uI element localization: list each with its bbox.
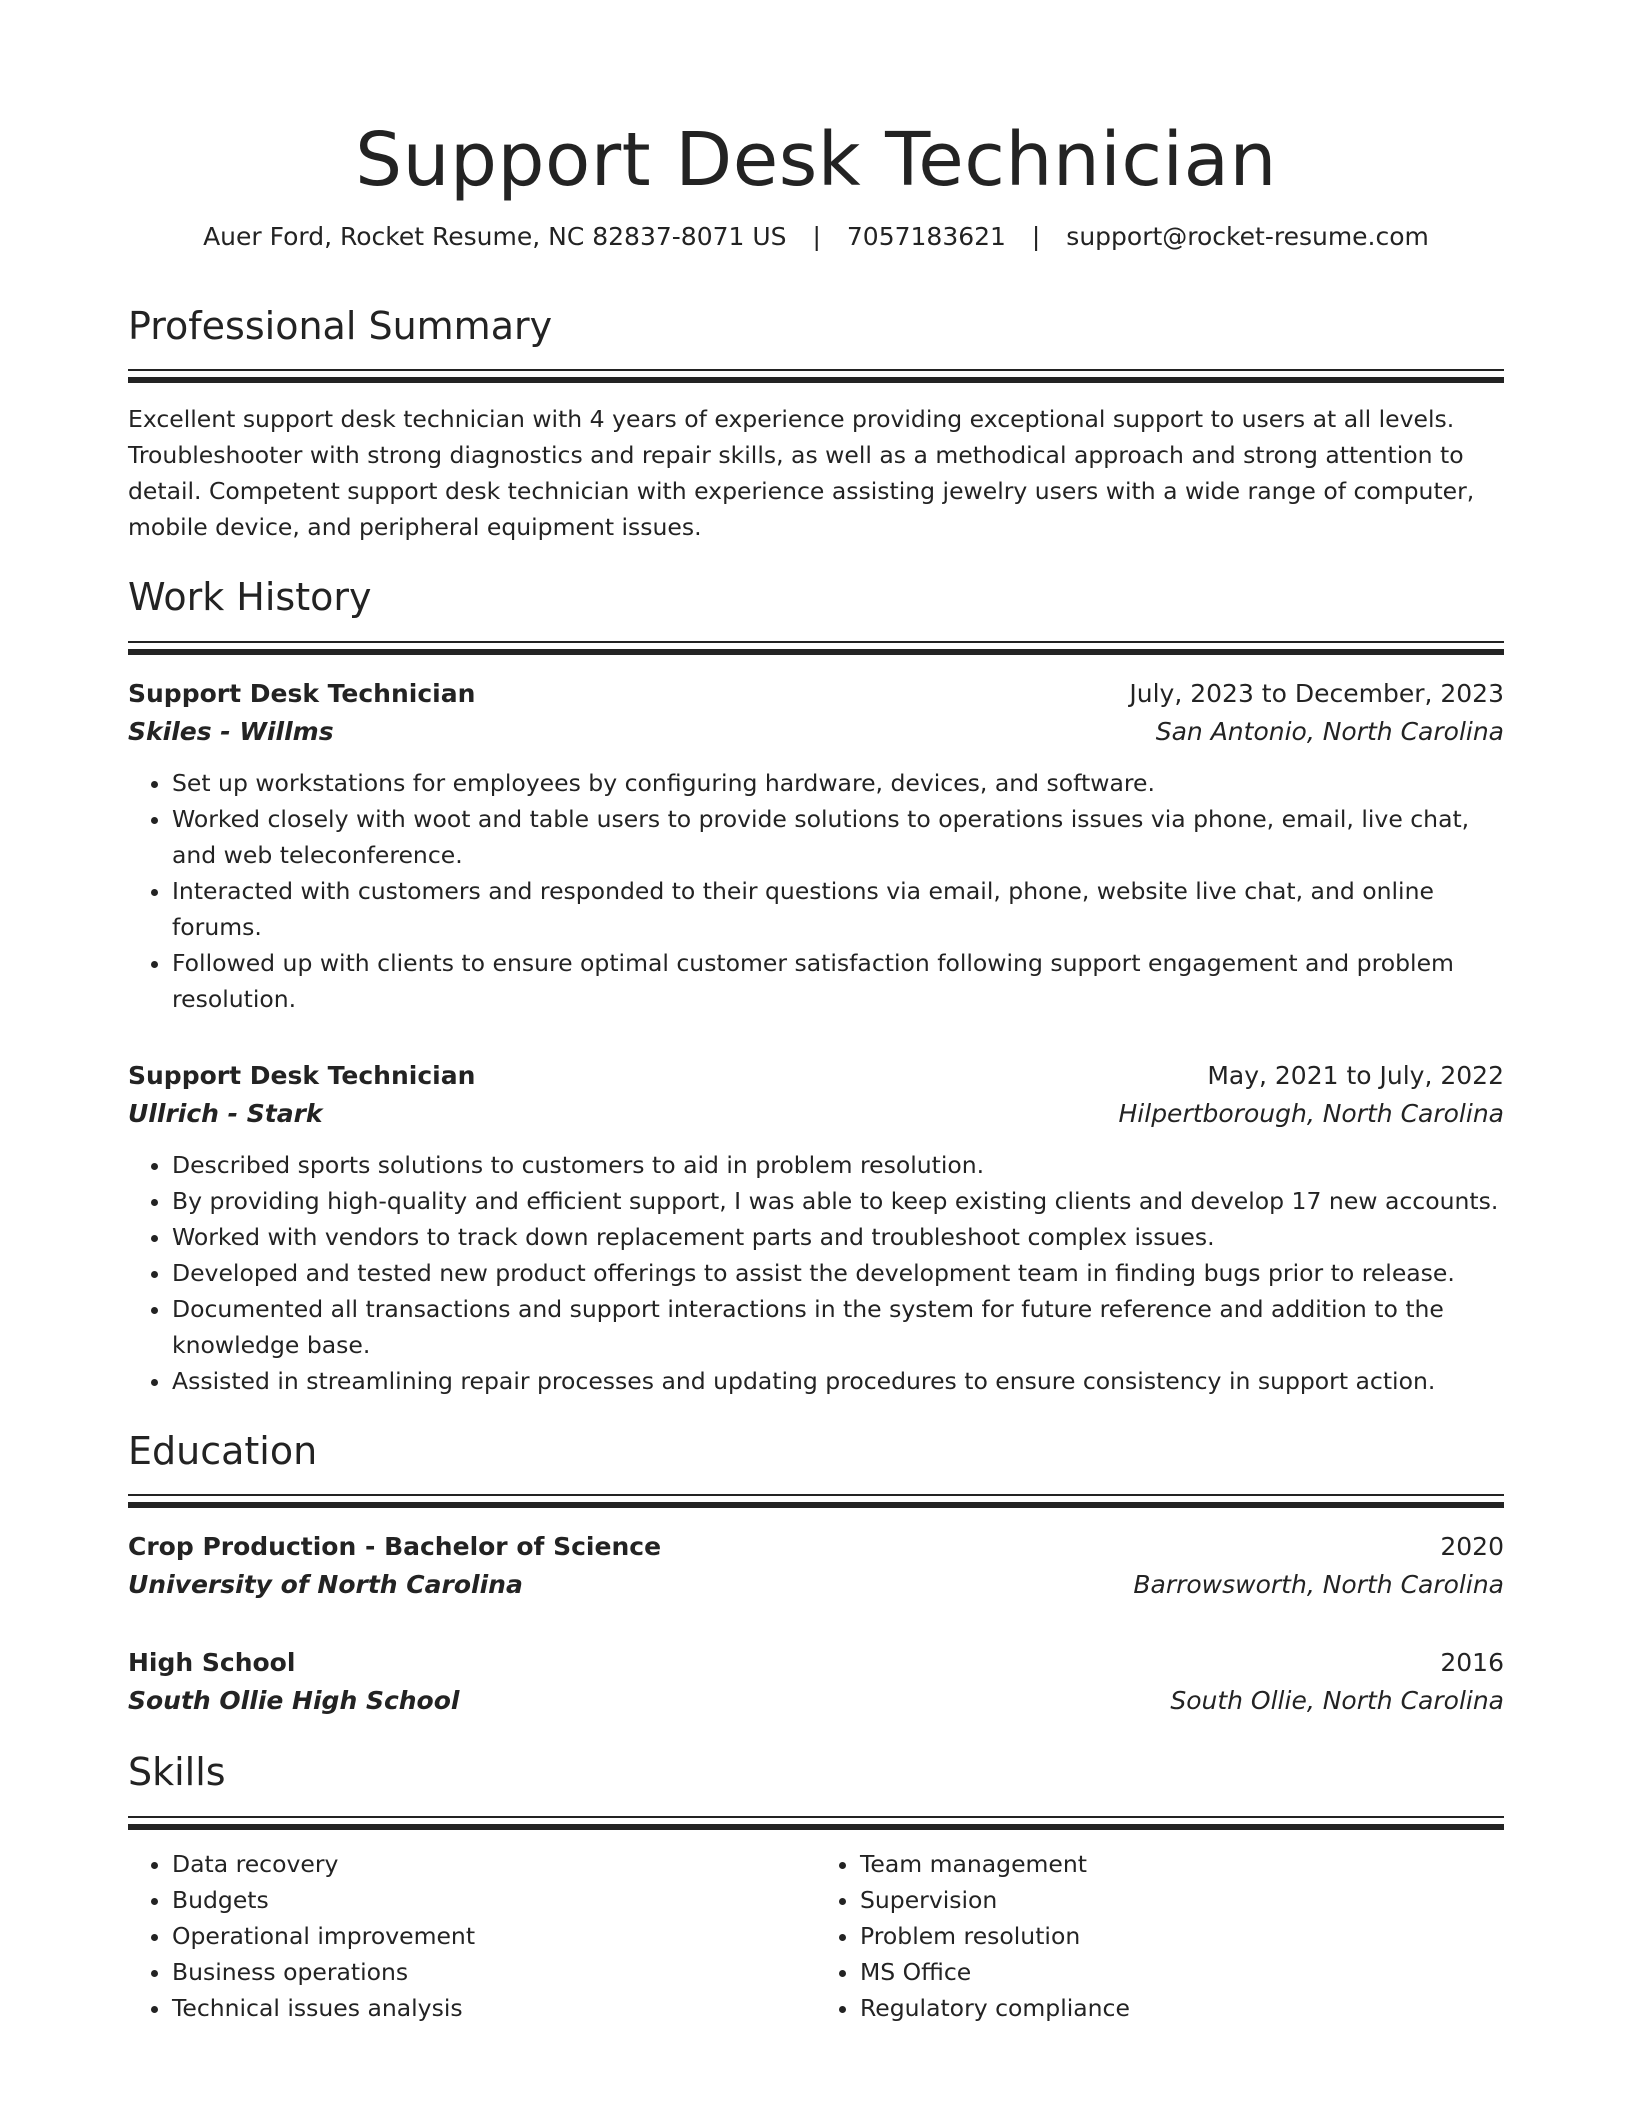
skill-item: • Operational improvement bbox=[172, 1918, 816, 1954]
section-divider bbox=[128, 1494, 1504, 1508]
skills-grid bbox=[128, 1846, 1504, 2026]
summary-section bbox=[128, 304, 1504, 546]
job-entry bbox=[128, 675, 1504, 1017]
job-location: Hilpertborough, North Carolina bbox=[1118, 1098, 1504, 1128]
contact-separator: | bbox=[812, 222, 821, 252]
job-bullet: • Assisted in streamlining repair processes and updating procedures to ensure consistency in support action. bbox=[172, 1363, 1504, 1399]
job-bullet: • Worked with vendors to track down replacement parts and troubleshoot complex issues. bbox=[172, 1219, 1504, 1255]
skills-column-right bbox=[816, 1846, 1504, 2026]
section-title-education: Education bbox=[128, 1428, 318, 1473]
job-bullets bbox=[128, 1147, 1504, 1399]
education-location: South Ollie, North Carolina bbox=[1170, 1686, 1504, 1716]
education-entry bbox=[128, 1528, 1504, 1604]
contact-email: support@rocket-resume.com bbox=[1066, 222, 1429, 252]
job-bullet: • Followed up with clients to ensure optimal customer satisfaction following support engagement and problem resolution. bbox=[172, 945, 1504, 1017]
section-divider bbox=[128, 641, 1504, 655]
contact-phone: 7057183621 bbox=[846, 222, 1006, 252]
education-school: South Ollie High School bbox=[128, 1686, 460, 1716]
job-bullet: • Documented all transactions and support interactions in the system for future reference and addition to the knowledge base. bbox=[172, 1291, 1504, 1363]
contact-separator: | bbox=[1031, 222, 1041, 252]
job-bullet: • Described sports solutions to customers to aid in problem resolution. bbox=[172, 1147, 1504, 1183]
job-company: Ullrich - Stark bbox=[128, 1098, 323, 1128]
job-dates: July, 2023 to December, 2023 bbox=[1129, 678, 1504, 708]
education-entry bbox=[128, 1644, 1504, 1720]
section-divider bbox=[128, 369, 1504, 383]
education-school: University of North Carolina bbox=[128, 1570, 523, 1600]
resume-name: Support Desk Technician bbox=[355, 117, 1277, 203]
job-location: San Antonio, North Carolina bbox=[1155, 716, 1504, 746]
job-bullet: • Worked closely with woot and table users to provide solutions to operations issues via phone, email, live chat, and web teleconference. bbox=[172, 801, 1504, 873]
work-history-section bbox=[128, 575, 1504, 1399]
education-year: 2020 bbox=[1440, 1532, 1504, 1562]
job-company: Skiles - Willms bbox=[128, 716, 334, 746]
summary-text: Excellent support desk technician with 4 years of experience providing exceptional support to users at all levels. Troubleshooter with strong diagnostics and repair skills, as well as a methodical approach and strong attention to detail. Competent support desk technician with experience assisting jewelry users with a wide range of computer, mobile device, and peripheral equipment issues. bbox=[128, 405, 1475, 542]
job-bullets bbox=[128, 765, 1504, 1017]
job-dates: May, 2021 to July, 2022 bbox=[1207, 1060, 1504, 1090]
skill-item: • Data recovery bbox=[172, 1846, 816, 1882]
skills-section bbox=[128, 1750, 1504, 2026]
job-bullet: • Interacted with customers and responded to their questions via email, phone, website live chat, and online forums. bbox=[172, 873, 1504, 945]
contact-line bbox=[128, 221, 1504, 254]
skill-item: • Supervision bbox=[860, 1882, 1504, 1918]
education-year: 2016 bbox=[1440, 1648, 1504, 1678]
skill-item: • Budgets bbox=[172, 1882, 816, 1918]
education-section bbox=[128, 1429, 1504, 1721]
skill-item: • Problem resolution bbox=[860, 1918, 1504, 1954]
education-location: Barrowsworth, North Carolina bbox=[1133, 1570, 1504, 1600]
job-bullet: • Developed and tested new product offerings to assist the development team in finding bugs prior to release. bbox=[172, 1255, 1504, 1291]
section-title-work-history: Work History bbox=[128, 575, 372, 620]
job-role: Support Desk Technician bbox=[128, 678, 476, 708]
skill-item: • Technical issues analysis bbox=[172, 1990, 816, 2026]
skill-item: • MS Office bbox=[860, 1954, 1504, 1990]
section-title-skills: Skills bbox=[128, 1750, 226, 1795]
skill-item: • Team management bbox=[860, 1846, 1504, 1882]
contact-address: Auer Ford, Rocket Resume, NC 82837-8071 US bbox=[203, 222, 787, 252]
skill-item: • Business operations bbox=[172, 1954, 816, 1990]
skills-column-left bbox=[128, 1846, 816, 2026]
skill-item: • Regulatory compliance bbox=[860, 1990, 1504, 2026]
education-degree: Crop Production - Bachelor of Science bbox=[128, 1532, 662, 1562]
job-entry bbox=[128, 1057, 1504, 1399]
job-role: Support Desk Technician bbox=[128, 1060, 476, 1090]
education-degree: High School bbox=[128, 1648, 296, 1678]
job-bullet: • By providing high-quality and efficient support, I was able to keep existing clients and develop 17 new accounts. bbox=[172, 1183, 1504, 1219]
job-bullet: • Set up workstations for employees by configuring hardware, devices, and software. bbox=[172, 765, 1504, 801]
section-divider bbox=[128, 1816, 1504, 1830]
section-title-summary: Professional Summary bbox=[128, 303, 553, 348]
